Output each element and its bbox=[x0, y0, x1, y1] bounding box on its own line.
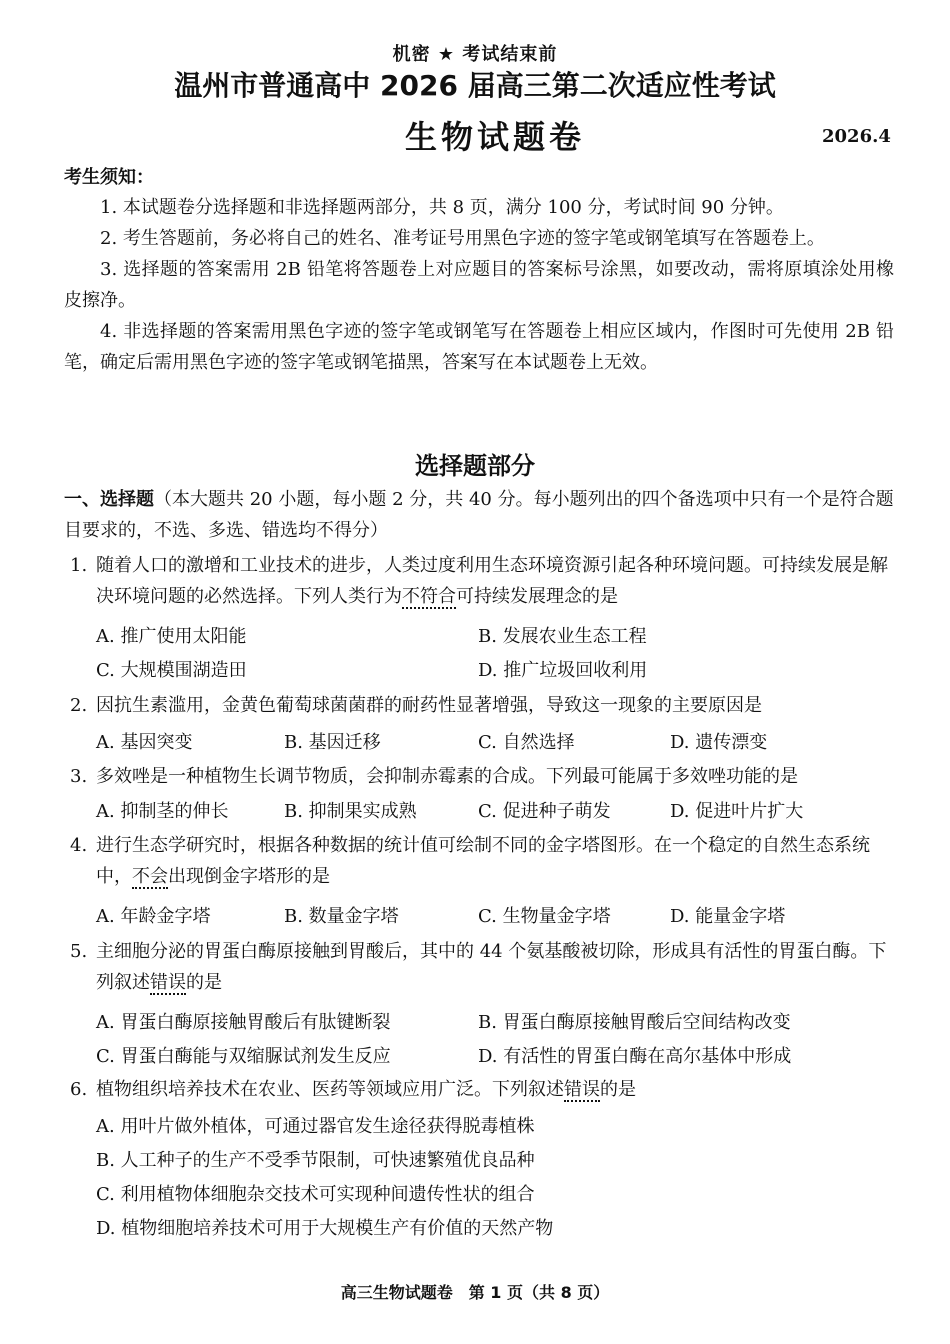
question-3 bbox=[70, 761, 900, 792]
question-stem: 进行生态学研究时，根据各种数据的统计值可绘制不同的金字塔图形。在一个稳定的自然生态系统中， bbox=[96, 835, 870, 887]
question-stem-end: 出现倒金字塔形的是 bbox=[168, 866, 330, 887]
confidential-mark: 机密 ★ 考试结束前 bbox=[392, 44, 558, 65]
question-emphasis: 错误 bbox=[564, 1079, 600, 1100]
question-number: 1. bbox=[70, 555, 88, 576]
question-number: 3. bbox=[70, 766, 88, 787]
question-6 bbox=[70, 1074, 900, 1105]
question-5 bbox=[70, 936, 900, 998]
question-stem-end: 的是 bbox=[186, 972, 222, 993]
question-4 bbox=[70, 830, 900, 892]
option-b[interactable]: B. 发展农业生态工程 bbox=[478, 626, 647, 647]
option-a[interactable]: A. 年龄金字塔 bbox=[96, 906, 211, 927]
question-emphasis: 不会 bbox=[132, 866, 168, 887]
question-2 bbox=[70, 690, 900, 721]
option-d[interactable]: D. 植物细胞培养技术可用于大规模生产有价值的天然产物 bbox=[96, 1218, 554, 1239]
question-1 bbox=[70, 550, 900, 612]
option-d[interactable]: D. 推广垃圾回收利用 bbox=[478, 660, 648, 681]
option-a[interactable]: A. 胃蛋白酶原接触胃酸后有肽键断裂 bbox=[96, 1012, 391, 1033]
notice-item: 3. 选择题的答案需用 2B 铅笔将答题卷上对应题目的答案标号涂黑，如要改动，需将原填涂处用橡皮擦净。 bbox=[64, 259, 894, 311]
option-c[interactable]: C. 自然选择 bbox=[478, 732, 575, 753]
option-d[interactable]: D. 有活性的胃蛋白酶在高尔基体中形成 bbox=[478, 1046, 792, 1067]
question-stem-end: 的是 bbox=[600, 1079, 636, 1100]
exam-date: 2026.4 bbox=[822, 126, 891, 147]
question-number: 2. bbox=[70, 695, 88, 716]
question-stem: 随着人口的激增和工业技术的进步，人类过度利用生态环境资源引起各种环境问题。可持续发展是解决环境问题的必然选择。下列人类行为 bbox=[96, 555, 888, 607]
option-c[interactable]: C. 生物量金字塔 bbox=[478, 906, 611, 927]
page-footer: 高三生物试题卷 第 1 页（共 8 页） bbox=[340, 1283, 610, 1302]
part-description: （本大题共 20 小题，每小题 2 分，共 40 分。每小题列出的四个备选项中只有一个是符合题目要求的，不选、多选、错选均不得分） bbox=[64, 489, 894, 541]
option-b[interactable]: B. 基因迁移 bbox=[284, 732, 381, 753]
option-b[interactable]: B. 数量金字塔 bbox=[284, 906, 399, 927]
question-stem: 植物组织培养技术在农业、医药等领域应用广泛。下列叙述 bbox=[96, 1079, 564, 1100]
option-c[interactable]: C. 胃蛋白酶能与双缩脲试剂发生反应 bbox=[96, 1046, 391, 1067]
option-c[interactable]: C. 促进种子萌发 bbox=[478, 801, 611, 822]
subject-title: 生物试题卷 bbox=[404, 118, 585, 156]
question-stem: 主细胞分泌的胃蛋白酶原接触到胃酸后，其中的 44 个氨基酸被切除，形成具有活性的胃蛋白酶。下列叙述 bbox=[96, 941, 887, 993]
notice-item: 2. 考生答题前，务必将自己的姓名、准考证号用黑色字迹的签字笔或钢笔填写在答题卷上。 bbox=[100, 228, 825, 249]
question-number: 5. bbox=[70, 941, 88, 962]
option-d[interactable]: D. 促进叶片扩大 bbox=[670, 801, 804, 822]
option-a[interactable]: A. 抑制茎的伸长 bbox=[96, 801, 229, 822]
option-c[interactable]: C. 利用植物体细胞杂交技术可实现种间遗传性状的组合 bbox=[96, 1184, 535, 1205]
notice-list bbox=[64, 192, 894, 378]
option-d[interactable]: D. 遗传漂变 bbox=[670, 732, 768, 753]
option-b[interactable]: B. 胃蛋白酶原接触胃酸后空间结构改变 bbox=[478, 1012, 791, 1033]
question-number: 4. bbox=[70, 835, 88, 856]
notice-heading: 考生须知： bbox=[64, 167, 154, 188]
exam-title: 温州市普通高中 2026 届高三第二次适应性考试 bbox=[174, 69, 776, 102]
question-stem: 多效唑是一种植物生长调节物质，会抑制赤霉素的合成。下列最可能属于多效唑功能的是 bbox=[96, 766, 798, 787]
notice-item: 4. 非选择题的答案需用黑色字迹的签字笔或钢笔写在答题卷上相应区域内，作图时可先使用 2B 铅笔，确定后需用黑色字迹的签字笔或钢笔描黑，答案写在本试题卷上无效。 bbox=[64, 321, 894, 373]
question-number: 6. bbox=[70, 1079, 88, 1100]
option-b[interactable]: B. 人工种子的生产不受季节限制，可快速繁殖优良品种 bbox=[96, 1150, 535, 1171]
option-b[interactable]: B. 抑制果实成熟 bbox=[284, 801, 417, 822]
question-emphasis: 不符合 bbox=[402, 586, 456, 607]
question-stem-end: 可持续发展理念的是 bbox=[456, 586, 618, 607]
part-heading bbox=[64, 484, 899, 546]
question-stem: 因抗生素滥用，金黄色葡萄球菌菌群的耐药性显著增强，导致这一现象的主要原因是 bbox=[96, 695, 762, 716]
option-a[interactable]: A. 推广使用太阳能 bbox=[96, 626, 247, 647]
option-d[interactable]: D. 能量金字塔 bbox=[670, 906, 786, 927]
notice-item: 1. 本试题卷分选择题和非选择题两部分，共 8 页，满分 100 分，考试时间 90 分钟。 bbox=[100, 197, 784, 218]
option-a[interactable]: A. 基因突变 bbox=[96, 732, 193, 753]
section-title: 选择题部分 bbox=[415, 452, 535, 480]
option-a[interactable]: A. 用叶片做外植体，可通过器官发生途径获得脱毒植株 bbox=[96, 1116, 535, 1137]
option-c[interactable]: C. 大规模围湖造田 bbox=[96, 660, 247, 681]
part-label: 一、选择题 bbox=[64, 489, 154, 510]
question-emphasis: 错误 bbox=[150, 972, 186, 993]
